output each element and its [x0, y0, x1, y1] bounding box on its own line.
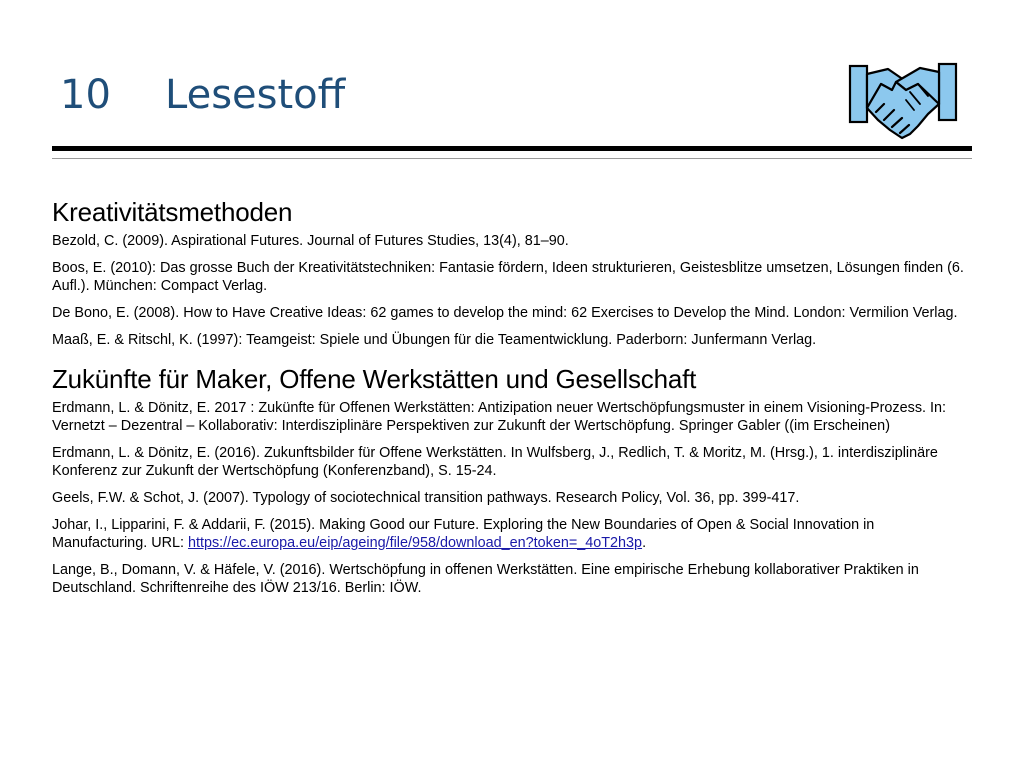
- section-heading-kreativitaetsmethoden: Kreativitätsmethoden: [52, 197, 293, 227]
- reference-johar-suffix: .: [642, 535, 647, 551]
- reference-bezold: Bezold, C. (2009). Aspirational Futures. Journal of Futures Studies, 13(4), 81–90.: [52, 233, 569, 249]
- title-divider-thin: [52, 158, 972, 159]
- title-divider-thick: [52, 146, 972, 151]
- reference-boos: Boos, E. (2010): Das grosse Buch der Kreativitätstechniken: Fantasie fördern, Ideen strukturieren, Geistesblitze umsetzen, Lösungen finden (6. Aufl.). München: Compact Verlag.: [52, 260, 964, 294]
- slide-title-text: Lesestoff: [165, 72, 346, 118]
- reference-johar-link[interactable]: https://ec.europa.eu/eip/ageing/file/958/download_en?token=_4oT2h3p: [187, 535, 643, 551]
- handshake-icon: [848, 60, 958, 142]
- section-heading-zukuenfte: Zukünfte für Maker, Offene Werkstätten und Gesellschaft: [52, 364, 697, 394]
- reference-lange: Lange, B., Domann, V. & Häfele, V. (2016). Wertschöpfung in offenen Werkstätten. Eine empirische Erhebung kollaborativer Praktiken in Deutschland. Schriftenreihe des IÖW 213/16. Berlin: IÖW.: [52, 562, 919, 596]
- reference-geels: Geels, F.W. & Schot, J. (2007). Typology of sociotechnical transition pathways. Research Policy, Vol. 36, pp. 399-417.: [52, 490, 800, 506]
- reference-erdmann-2016: Erdmann, L. & Dönitz, E. (2016). Zukunftsbilder für Offene Werkstätten. In Wulfsberg, J., Redlich, T. & Moritz, M. (Hrsg.), 1. interdisziplinäre Konferenz zur Zukunft der Wertschöpfung (Konferenzband), S. 15-24.: [52, 445, 938, 479]
- slide-title: [60, 70, 345, 120]
- reference-de-bono: De Bono, E. (2008). How to Have Creative Ideas: 62 games to develop the mind: 62 Exercises to Develop the Mind. London: Vermilion Verlag.: [52, 305, 958, 321]
- slide-number: 10: [60, 72, 111, 118]
- reference-johar-text: Johar, I., Lipparini, F. & Addarii, F. (2015). Making Good our Future. Exploring the New Boundaries of Open & Social Innovation in Manufacturing. URL:: [52, 517, 875, 551]
- reading-list: [52, 192, 972, 606]
- reference-maass: Maaß, E. & Ritschl, K. (1997): Teamgeist: Spiele und Übungen für die Teamentwicklung. Paderborn: Junfermann Verlag.: [52, 332, 817, 348]
- reference-johar: [52, 516, 972, 552]
- reference-erdmann-2017: Erdmann, L. & Dönitz, E. 2017 : Zukünfte für Offenen Werkstätten: Antizipation neuer Wertschöpfungsmuster in einem Visioning-Prozess. In: Vernetzt – Dezentral – Kollaborativ: Interdisziplinäre Perspektiven zur Zukunft der Wertschöpfung. Springer Gabler ((im Erscheinen): [52, 400, 947, 434]
